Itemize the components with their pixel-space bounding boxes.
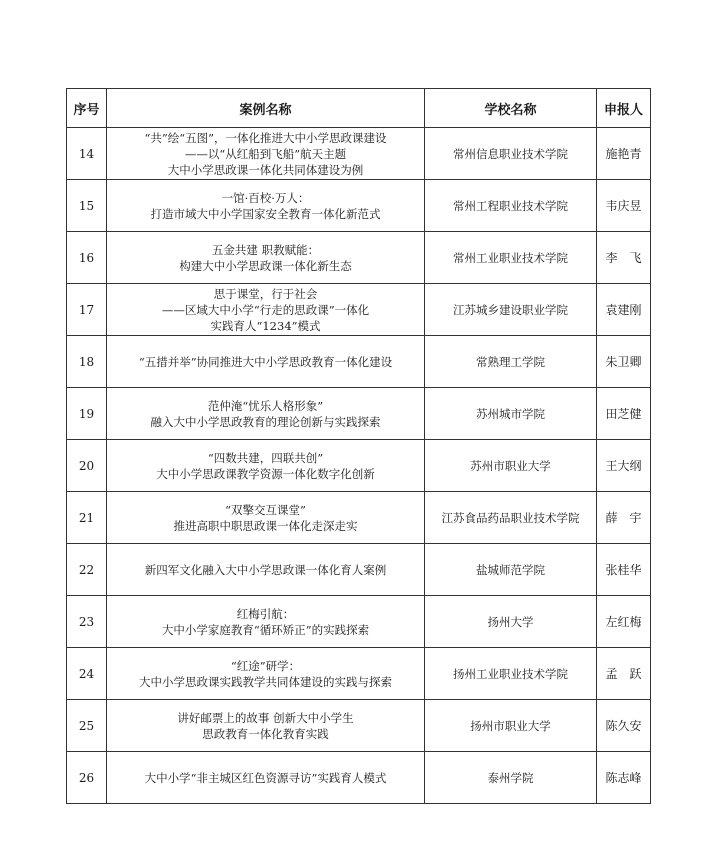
row-case-name [107, 648, 425, 700]
row-school-name: 常熟理工学院 [425, 336, 597, 388]
table-row [67, 336, 651, 388]
row-school-name: 扬州大学 [425, 596, 597, 648]
table-row [67, 700, 651, 752]
case-name-line: 大中小学“非主城区红色资源寻访”实践育人模式 [144, 770, 387, 785]
row-applicant: 陈久安 [597, 700, 651, 752]
header-case-name: 案例名称 [107, 89, 425, 128]
case-name-line: 构建大中小学思政课一体化新生态 [179, 258, 352, 273]
row-applicant: 张桂华 [597, 544, 651, 596]
row-applicant: 陈志峰 [597, 752, 651, 804]
table-body [67, 128, 651, 804]
row-case-name [107, 440, 425, 492]
case-name-line: “共”绘“五图”，一体化推进大中小学思政课建设 [144, 130, 387, 145]
case-name-line: 大中小学思政课教学资源一体化数字化创新 [156, 466, 375, 481]
row-case-name [107, 336, 425, 388]
table-row [67, 544, 651, 596]
row-seq: 19 [67, 388, 107, 440]
row-seq: 23 [67, 596, 107, 648]
row-seq: 14 [67, 128, 107, 180]
row-case-name [107, 544, 425, 596]
row-school-name: 苏州城市学院 [425, 388, 597, 440]
row-school-name: 盐城师范学院 [425, 544, 597, 596]
table-row [67, 180, 651, 232]
row-seq: 16 [67, 232, 107, 284]
row-school-name: 苏州市职业大学 [425, 440, 597, 492]
table-row [67, 596, 651, 648]
row-case-name [107, 492, 425, 544]
case-name-line: 一馆·百校·万人： [221, 190, 310, 205]
case-name-line: ——区域大中小学“行走的思政课”一体化 [161, 302, 370, 317]
row-applicant: 薛 宇 [597, 492, 651, 544]
row-school-name: 扬州工业职业技术学院 [425, 648, 597, 700]
row-applicant: 田芝健 [597, 388, 651, 440]
row-applicant: 李 飞 [597, 232, 651, 284]
row-seq: 20 [67, 440, 107, 492]
row-applicant: 韦庆昱 [597, 180, 651, 232]
table-row [67, 232, 651, 284]
row-case-name [107, 700, 425, 752]
case-name-line: 推进高职中职思政课一体化走深走实 [173, 518, 358, 533]
row-seq: 25 [67, 700, 107, 752]
header-applicant: 申报人 [597, 89, 651, 128]
row-seq: 18 [67, 336, 107, 388]
row-case-name [107, 128, 425, 180]
row-seq: 24 [67, 648, 107, 700]
case-name-line: ——以“从红船到飞船”航天主题 [184, 146, 347, 161]
row-applicant: 朱卫卿 [597, 336, 651, 388]
header-row [67, 89, 651, 128]
case-name-line: “五措并举”协同推进大中小学思政教育一体化建设 [138, 354, 393, 369]
row-case-name [107, 752, 425, 804]
table-header [67, 89, 651, 128]
case-name-line: 大中小学思政课一体化共同体建设为例 [167, 162, 364, 177]
table-row [67, 648, 651, 700]
case-name-line: “双擎交互课堂” [225, 502, 306, 517]
case-name-line: 融入大中小学思政教育的理论创新与实践探索 [150, 414, 381, 429]
row-school-name: 泰州学院 [425, 752, 597, 804]
table-row [67, 388, 651, 440]
row-seq: 22 [67, 544, 107, 596]
row-case-name [107, 284, 425, 336]
row-school-name: 江苏食品药品职业技术学院 [425, 492, 597, 544]
case-name-line: 讲好邮票上的故事 创新大中小学生 [177, 710, 354, 725]
row-school-name: 江苏城乡建设职业学院 [425, 284, 597, 336]
row-applicant: 左红梅 [597, 596, 651, 648]
row-case-name [107, 388, 425, 440]
row-applicant: 孟 跃 [597, 648, 651, 700]
case-name-line: 打造市域大中小学国家安全教育一体化新范式 [150, 206, 381, 221]
row-seq: 15 [67, 180, 107, 232]
row-applicant: 袁建刚 [597, 284, 651, 336]
row-case-name [107, 232, 425, 284]
row-case-name [107, 596, 425, 648]
row-applicant: 王大纲 [597, 440, 651, 492]
row-applicant: 施艳青 [597, 128, 651, 180]
row-school-name: 常州工程职业技术学院 [425, 180, 597, 232]
case-name-line: 五金共建 职教赋能： [211, 242, 320, 257]
case-name-line: 思于课堂，行于社会 [213, 286, 318, 301]
table-row [67, 492, 651, 544]
header-seq: 序号 [67, 89, 107, 128]
case-name-line: 范仲淹“忧乐人格形象” [207, 398, 324, 413]
table-row [67, 440, 651, 492]
case-name-line: 实践育人“1234”模式 [210, 318, 321, 333]
row-school-name: 常州工业职业技术学院 [425, 232, 597, 284]
case-table [66, 88, 651, 804]
row-school-name: 常州信息职业技术学院 [425, 128, 597, 180]
case-name-line: 新四军文化融入大中小学思政课一体化育人案例 [144, 562, 387, 577]
row-seq: 21 [67, 492, 107, 544]
row-seq: 26 [67, 752, 107, 804]
case-name-line: “红途”研学： [230, 658, 301, 673]
case-name-line: 红梅引航： [236, 606, 295, 621]
table-row [67, 284, 651, 336]
case-name-line: 大中小学家庭教育“循环矫正”的实践探索 [161, 622, 370, 637]
header-school-name: 学校名称 [425, 89, 597, 128]
case-name-line: 大中小学思政课实践教学共同体建设的实践与探索 [139, 674, 392, 689]
case-name-line: “四数共建，四联共创” [207, 450, 324, 465]
case-name-line: 思政教育一体化教育实践 [202, 726, 329, 741]
table-row [67, 752, 651, 804]
row-school-name: 扬州市职业大学 [425, 700, 597, 752]
row-seq: 17 [67, 284, 107, 336]
table-row [67, 128, 651, 180]
row-case-name [107, 180, 425, 232]
